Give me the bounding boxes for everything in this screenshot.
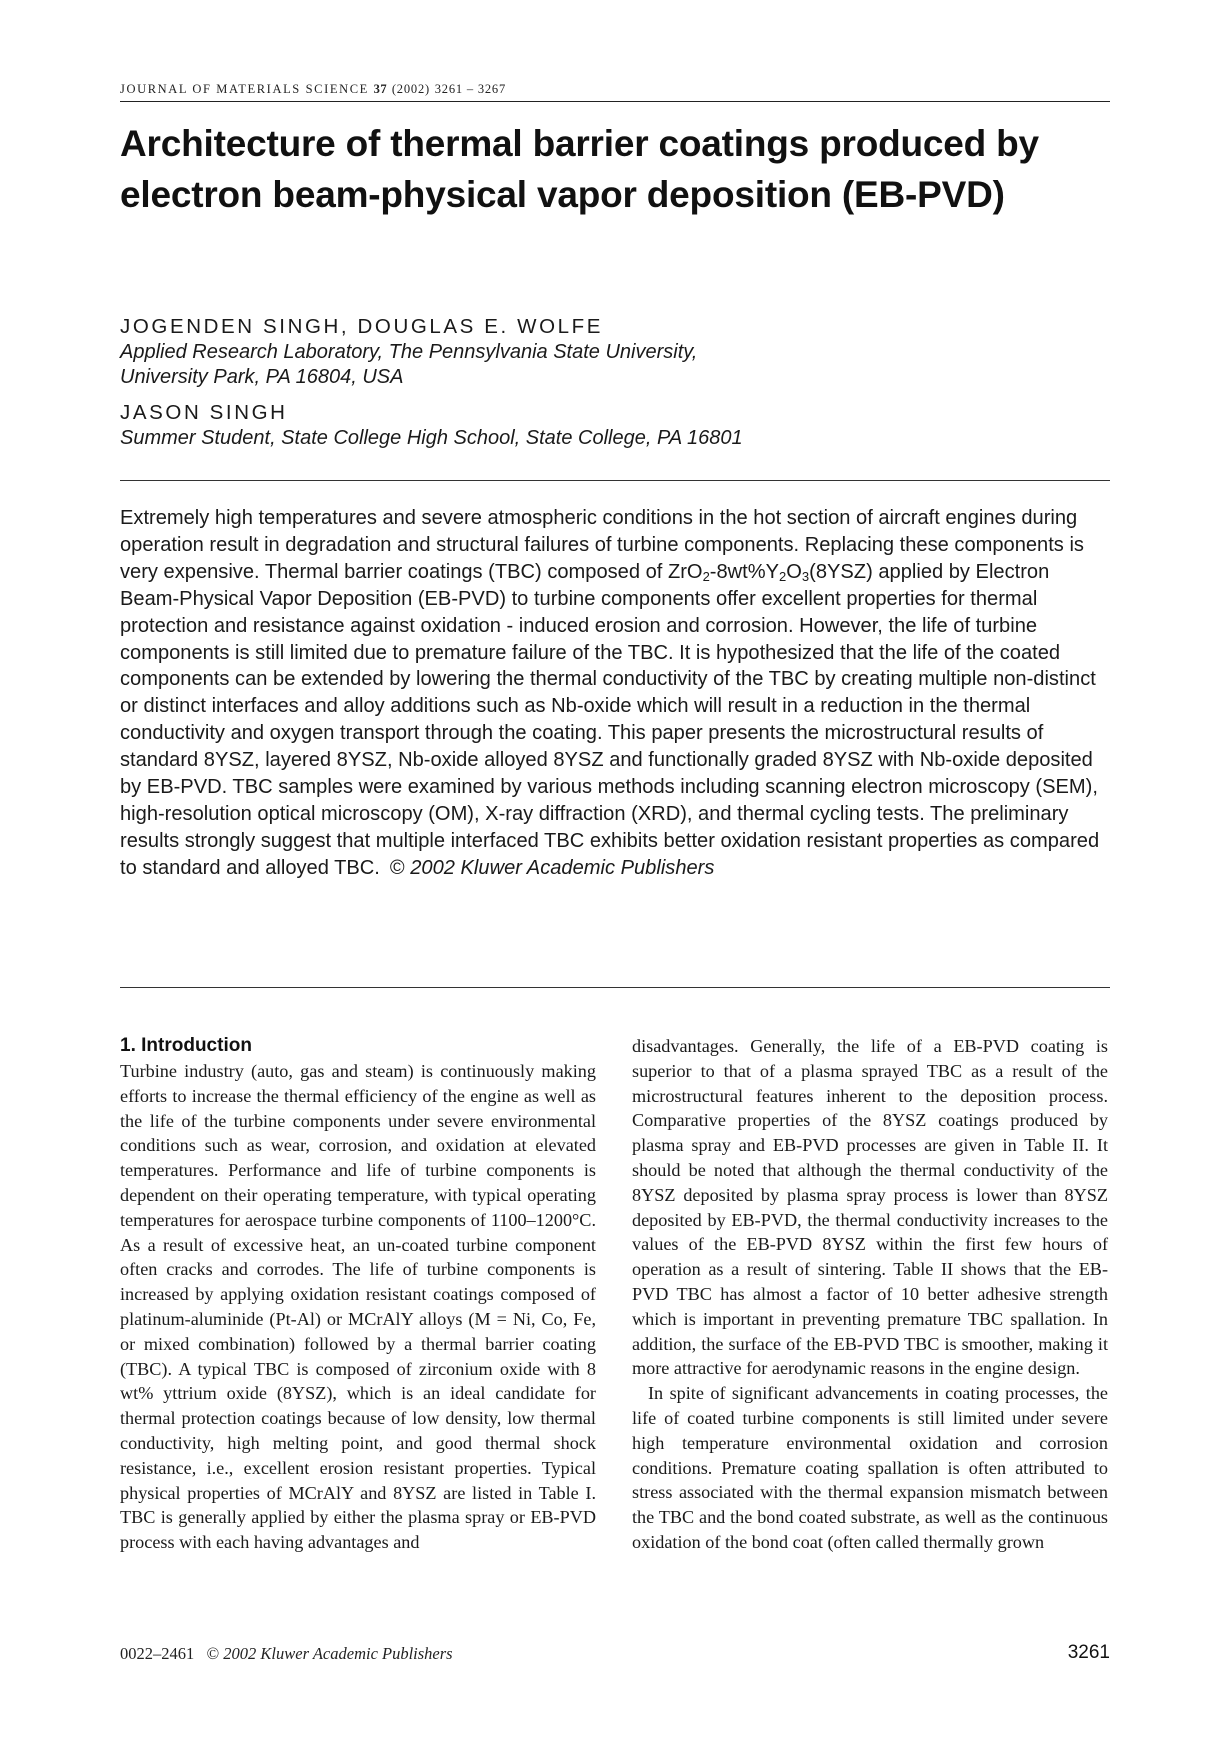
abstract-text-3: O — [786, 560, 802, 583]
copyright-icon: © — [389, 856, 405, 879]
abstract — [120, 505, 1110, 882]
journal-year: (2002) — [391, 82, 430, 96]
footer-copyright-icon: © — [206, 1644, 220, 1663]
journal-pages: 3261 – 3267 — [434, 82, 507, 96]
issn: 0022–2461 — [120, 1644, 195, 1663]
affiliation-1-line-1: Applied Research Laboratory, The Pennsylvania State University, — [120, 341, 698, 363]
affiliation-1-line-2: University Park, PA 16804, USA — [120, 366, 404, 388]
body-column-right — [632, 1034, 1108, 1555]
abstract-sub-1: 2 — [702, 568, 710, 584]
abstract-publisher: 2002 Kluwer Academic Publishers — [410, 856, 715, 879]
author-names-2: JASON SINGH — [120, 401, 288, 424]
abstract-copyright — [390, 857, 715, 879]
intro-paragraph-3: In spite of significant advancements in coating processes, the life of coated turbine components is still limited under severe high temperature environmental oxidation and corrosion conditions. Premature coating spallation is often attributed to stress associated with the thermal expansion mismatch between the TBC and the bond coated substrate, as well as the continuous oxidation of the bond coat (often called thermally grown — [632, 1383, 1108, 1552]
abstract-text-2: -8wt%Y — [709, 560, 780, 583]
author-block-1 — [120, 314, 1110, 390]
running-head — [120, 82, 1110, 102]
author-list — [120, 314, 1110, 451]
article-title: Architecture of thermal barrier coatings produced by electron beam-physical vapor deposition (EB-PVD) — [120, 123, 1039, 215]
affiliation-2-line-1: Summer Student, State College High School, State College, PA 16801 — [120, 427, 743, 449]
intro-paragraph-1: Turbine industry (auto, gas and steam) is continuously making efforts to increase the thermal efficiency of the engine as well as the life of the turbine components under severe environmental conditions such as wear, corrosion, and oxidation at elevated temperatures. Performance and life of turbine components is dependent on their operating temperature, with typical operating temperatures for aerospace turbine components of 1100–1200°C. As a result of excessive heat, an un-coated turbine component often cracks and corrodes. The life of turbine components is increased by applying oxidation resistant coatings composed of platinum-aluminide (Pt-Al) or MCrAlY alloys (M = Ni, Co, Fe, or mixed combination) followed by a thermal barrier coating (TBC). A typical TBC is composed of zirconium oxide with 8 wt% yttrium oxide (8YSZ), which is an ideal candidate for thermal protection coatings because of low density, low thermal conductivity, high melting point, and good thermal shock resistance, i.e., excellent erosion resistant properties. Typical physical properties of MCrAlY and 8YSZ are listed in Table I. TBC is generally applied by either the plasma spray or EB-PVD process with each having advantages and — [120, 1061, 596, 1553]
footer-publisher: 2002 Kluwer Academic Publishers — [223, 1644, 453, 1663]
abstract-sub-2: 2 — [779, 568, 787, 584]
author-block-2 — [120, 400, 1110, 451]
abstract-text-1: Extremely high temperatures and severe atmospheric conditions in the hot section of aircraft engines during operation result in degradation and structural failures of turbine components. Replacing these components is very expensive. Thermal barrier coatings (TBC) composed of ZrO — [120, 507, 1084, 583]
abstract-sub-3: 3 — [801, 568, 810, 584]
abstract-text-4: (8YSZ) applied by Electron Beam-Physical Vapor Deposition (EB-PVD) to turbine components offer excellent properties for thermal protection and resistance against oxidation - induced erosion and corrosion. However, the life of turbine components is still limited due to premature failure of the TBC. It is hypothesized that the life of the coated components can be extended by lowering the thermal conductivity of the TBC by creating multiple non-distinct or distinct interfaces and alloy additions such as Nb-oxide which will result in a reduction in the thermal conductivity and oxygen transport through the coating. This paper presents the microstructural results of standard 8YSZ, layered 8YSZ, Nb-oxide alloyed 8YSZ and functionally graded 8YSZ with Nb-oxide deposited by EB-PVD. TBC samples were examined by various methods including scanning electron microscopy (SEM), high-resolution optical microscopy (OM), X-ray diffraction (XRD), and thermal cycling tests. The preliminary results strongly suggest that multiple interfaced TBC exhibits better oxidation resistant properties as compared to standard and alloyed TBC. — [120, 560, 1100, 879]
header-divider — [120, 480, 1110, 481]
body-column-left — [120, 1034, 596, 1555]
journal-volume: 37 — [373, 82, 388, 96]
journal-name: JOURNAL OF MATERIALS SCIENCE — [120, 82, 369, 96]
section-heading: 1. Introduction — [120, 1035, 252, 1056]
intro-paragraph-2: disadvantages. Generally, the life of a EB-PVD coating is superior to that of a plasma sprayed TBC as a result of the microstructural features inherent to the deposition process. Comparative properties of the 8YSZ coatings produced by plasma spray and EB-PVD processes are given in Table II. It should be noted that although the thermal conductivity of the 8YSZ deposited by plasma spray process is lower than 8YSZ deposited by EB-PVD, the thermal conductivity increases to the values of the EB-PVD 8YSZ within the first few hours of operation as a result of sintering. Table II shows that the EB-PVD TBC has almost a factor of 10 better adhesive strength which is important in preventing premature TBC spallation. In addition, the surface of the EB-PVD TBC is smoother, making it more attractive for aerodynamic reasons in the engine design. — [632, 1036, 1108, 1379]
abstract-divider — [120, 987, 1110, 988]
author-names-1: JOGENDEN SINGH, DOUGLAS E. WOLFE — [120, 315, 604, 338]
page-number: 3261 — [1067, 1642, 1110, 1663]
footer-note — [120, 1644, 453, 1664]
